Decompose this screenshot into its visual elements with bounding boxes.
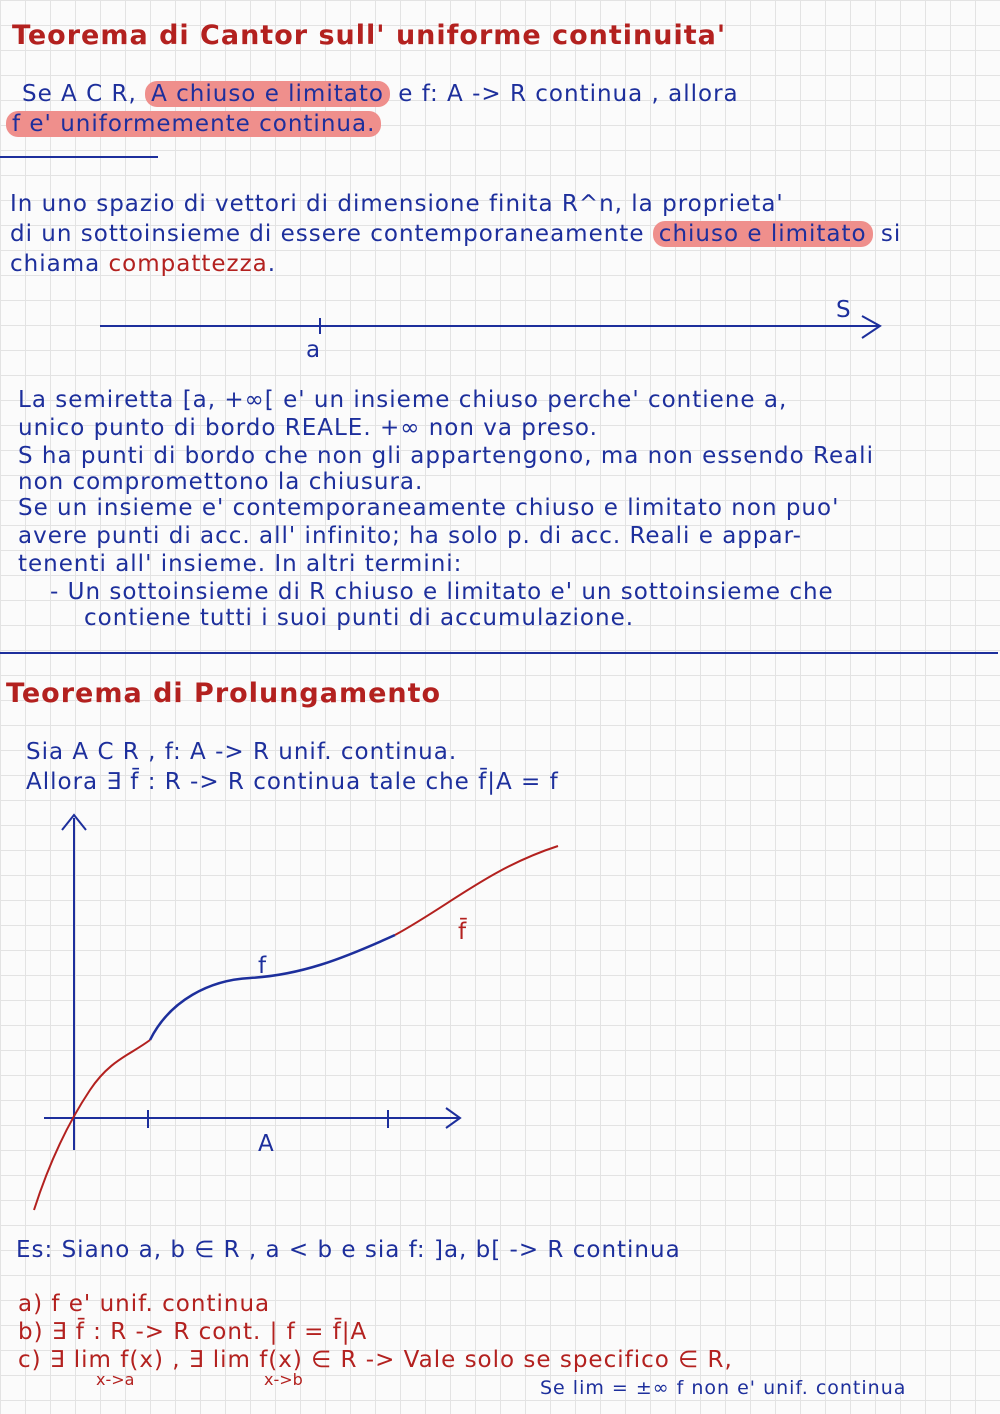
- compactness-term: compattezza: [108, 251, 268, 277]
- ray-point-label: a: [306, 337, 322, 363]
- limit-sub-a: x->a: [96, 1370, 135, 1389]
- highlight-closed-bounded: A chiuso e limitato: [145, 81, 390, 107]
- ray-text-line8: - Un sottoinsieme di R chiuso e limitato e' un sottoinsieme che: [50, 579, 834, 605]
- ray-text-line9: contiene tutti i suoi punti di accumulazione.: [84, 605, 635, 631]
- cantor-theorem-title: Teorema di Cantor sull' uniforme continuita': [12, 20, 727, 51]
- compactness-line1: In uno spazio di vettori di dimensione finita R^n, la proprieta': [10, 191, 784, 217]
- ray-text-line1: La semiretta [a, +∞[ e' un insieme chiuso perche' contiene a,: [18, 387, 788, 413]
- extension-line2: Allora ∃ f̄ : R -> R continua tale che f̄|A = f: [26, 769, 559, 795]
- statement-continuity: e f: A -> R continua , allora: [398, 81, 739, 107]
- ray-text-line2: unico punto di bordo REALE. +∞ non va preso.: [18, 415, 598, 441]
- ray-text-line6: avere punti di acc. all' infinito; ha solo p. di acc. Reali e appar-: [18, 523, 802, 549]
- extension-theorem-title: Teorema di Prolungamento: [6, 678, 442, 709]
- compactness-text-end: si: [880, 221, 902, 247]
- graph-fbar-label: f̄: [458, 919, 468, 945]
- ray-text-line3: S ha punti di bordo che non gli appartengono, ma non essendo Reali: [18, 443, 874, 469]
- example-item-c-note: Se lim = ±∞ f non e' unif. continua: [540, 1377, 907, 1399]
- ray-text-line7: tenenti all' insieme. In altri termini:: [18, 551, 463, 577]
- ray-text-line5: Se un insieme e' contemporaneamente chiuso e limitato non puo': [18, 495, 840, 521]
- highlight-closed-bounded-2: chiuso e limitato: [653, 221, 873, 247]
- example-intro: Es: Siano a, b ∈ R , a < b e sia f: ]a, b[ -> R continua: [16, 1237, 681, 1263]
- compactness-call: chiama: [10, 251, 101, 277]
- example-item-c-text: c) ∃ lim f(x) , ∃ lim f(x) ∈ R -> Vale solo se specifico ∈ R,: [18, 1347, 733, 1373]
- statement-hypothesis: Se A C R,: [22, 81, 137, 107]
- compactness-text: di un sottoinsieme di essere contemporaneamente: [10, 221, 645, 247]
- ray-text-line4: non compromettono la chiusura.: [18, 469, 424, 495]
- compactness-dot: .: [267, 251, 277, 277]
- graph-f-label: f: [258, 953, 268, 979]
- extension-line1: Sia A C R , f: A -> R unif. continua.: [26, 739, 458, 765]
- example-item-a: a) f e' unif. continua: [18, 1291, 271, 1317]
- ray-set-label: S: [836, 297, 852, 323]
- limit-sub-b: x->b: [264, 1370, 303, 1389]
- highlight-uniformly-continuous: f e' uniformemente continua.: [6, 111, 381, 137]
- example-item-b: b) ∃ f̄ : R -> R cont. | f = f̄|A: [18, 1319, 368, 1345]
- graph-set-label: A: [258, 1131, 275, 1157]
